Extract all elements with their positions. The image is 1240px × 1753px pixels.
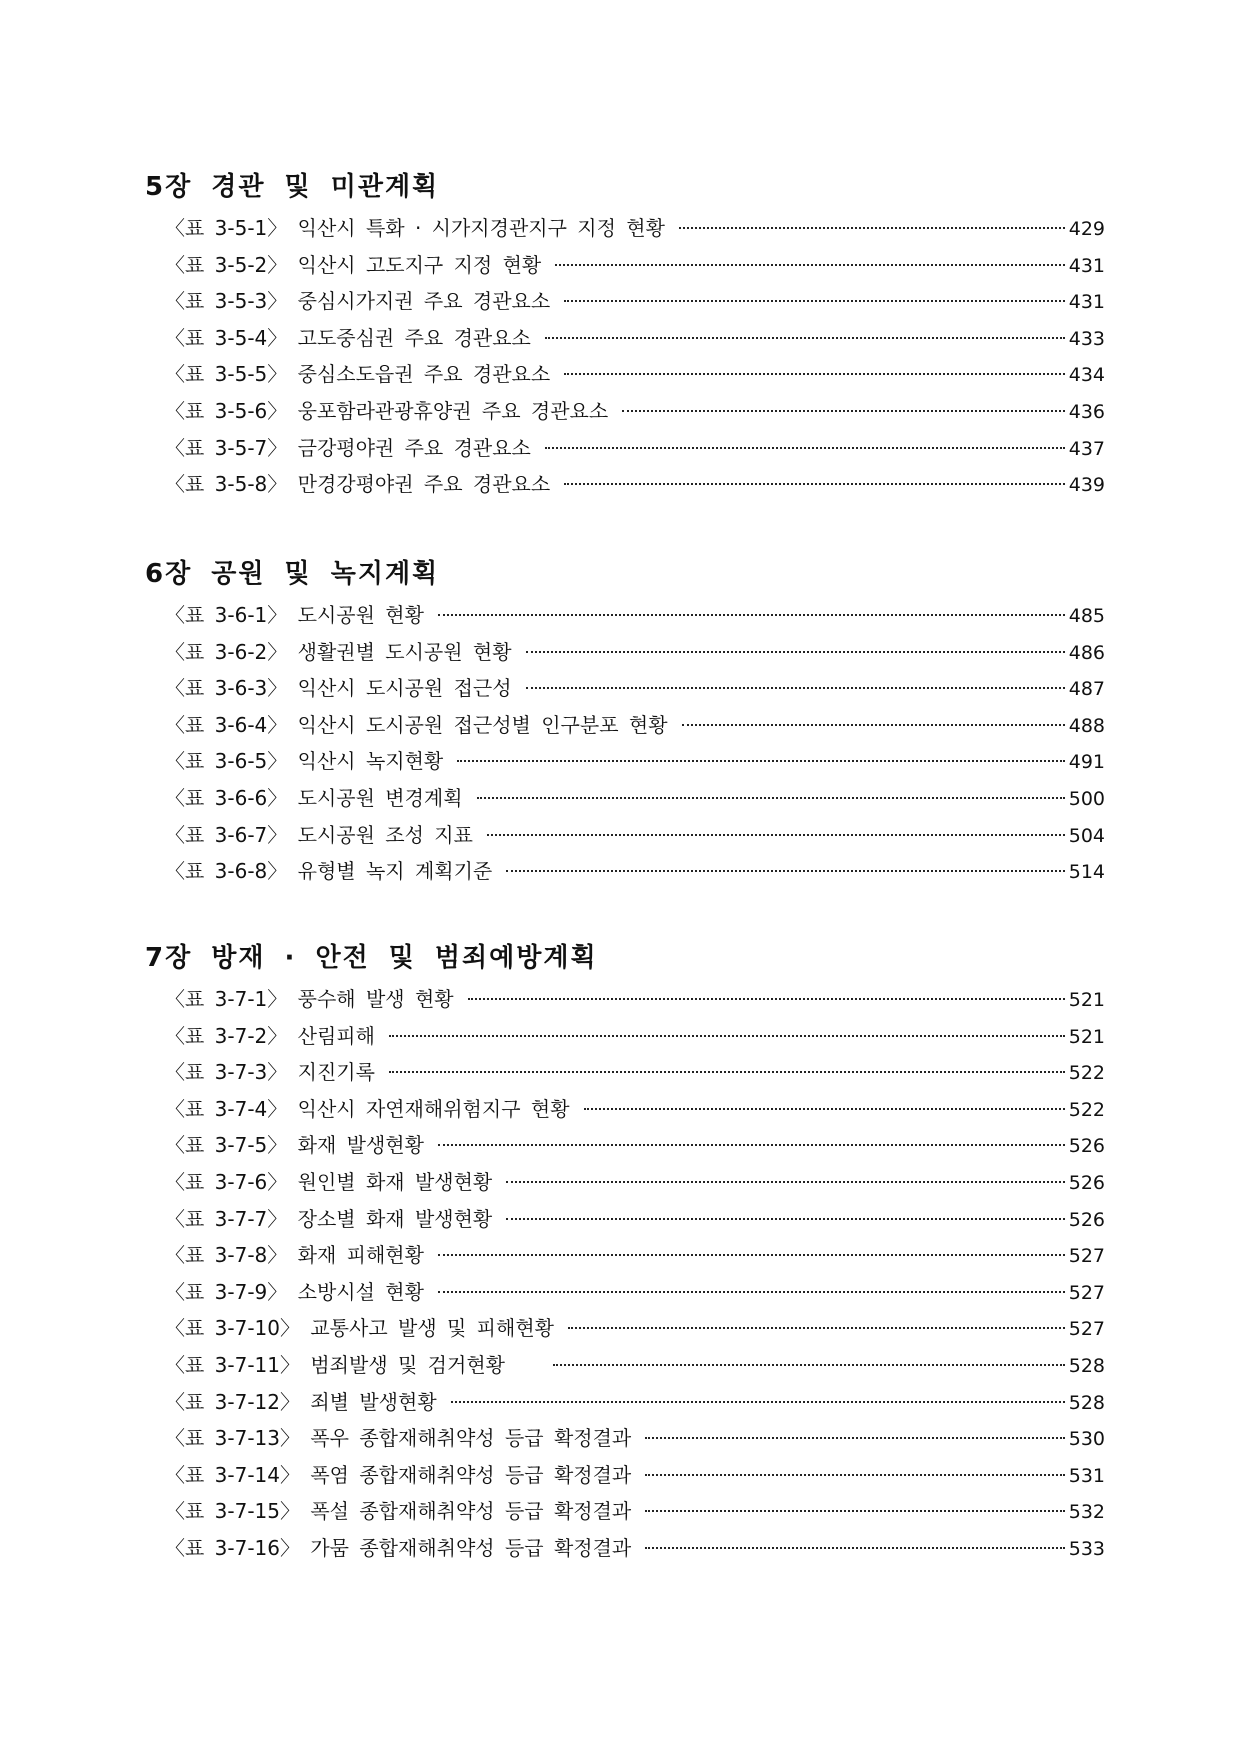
entry-label: 〈표 3-5-4〉 고도중심권 주요 경관요소	[165, 325, 531, 350]
entry-page-number: 434	[1068, 364, 1105, 387]
entry-page-number: 429	[1068, 218, 1105, 240]
dot-leader	[487, 834, 1065, 836]
entry-list	[145, 210, 1105, 503]
toc-entry[interactable]	[145, 670, 1105, 707]
entry-page-number: 530	[1068, 1428, 1105, 1451]
toc-entry[interactable]	[145, 466, 1105, 503]
toc-entry[interactable]	[145, 1127, 1105, 1164]
dot-leader	[545, 337, 1065, 339]
dot-leader	[506, 1181, 1064, 1183]
dot-leader	[468, 998, 1065, 1000]
toc-entry[interactable]	[145, 780, 1105, 817]
dot-leader	[451, 1401, 1065, 1403]
toc-entry[interactable]	[145, 634, 1105, 671]
dot-leader	[568, 1327, 1065, 1329]
toc-entry[interactable]	[145, 1384, 1105, 1421]
entry-page-number: 526	[1068, 1135, 1105, 1158]
entry-page-number: 527	[1068, 1318, 1105, 1341]
toc-entry[interactable]	[145, 853, 1105, 890]
entry-label: 〈표 3-7-4〉 익산시 자연재해위험지구 현황	[165, 1096, 570, 1121]
entry-label: 〈표 3-7-14〉 폭염 종합재해취약성 등급 확정결과	[165, 1462, 632, 1487]
dot-leader	[564, 483, 1065, 485]
entry-page-number: 491	[1068, 751, 1105, 774]
entry-page-number: 528	[1068, 1391, 1105, 1414]
entry-label: 〈표 3-7-13〉 폭우 종합재해취약성 등급 확정결과	[165, 1426, 632, 1451]
toc-entry[interactable]	[145, 247, 1105, 284]
section-title: 6장 공원 및 녹지계획	[145, 559, 440, 589]
entry-page-number: 486	[1068, 641, 1105, 664]
toc-entry[interactable]	[145, 1054, 1105, 1091]
entry-page-number: 526	[1068, 1208, 1105, 1231]
entry-label: 〈표 3-6-6〉 도시공원 변경계획	[165, 785, 463, 810]
entry-page-number: 500	[1068, 787, 1105, 810]
entry-list	[145, 597, 1105, 890]
entry-page-number: 433	[1068, 327, 1105, 350]
toc-entry[interactable]	[145, 1420, 1105, 1457]
entry-label: 〈표 3-6-1〉 도시공원 현황	[165, 603, 424, 627]
toc-section-7	[145, 937, 1105, 1567]
entry-page-number: 532	[1068, 1501, 1105, 1524]
dot-leader	[438, 1144, 1065, 1146]
toc-entry[interactable]	[145, 283, 1105, 320]
dot-leader	[545, 447, 1065, 449]
entry-label: 〈표 3-7-3〉 지진기록	[165, 1060, 375, 1085]
dot-leader	[555, 264, 1065, 266]
entry-page-number: 522	[1068, 1098, 1105, 1121]
entry-label: 〈표 3-6-2〉 생활권별 도시공원 현황	[165, 639, 512, 664]
toc-entry[interactable]	[145, 1201, 1105, 1238]
section-title: 5장 경관 및 미관계획	[145, 172, 440, 202]
entry-page-number: 504	[1068, 824, 1105, 847]
entry-page-number: 526	[1068, 1171, 1105, 1194]
entry-label: 〈표 3-5-2〉 익산시 고도지구 지정 현황	[165, 252, 542, 277]
section-title: 7장 방재 · 안전 및 범죄예방계획	[145, 943, 598, 973]
toc-entry[interactable]	[145, 1164, 1105, 1201]
entry-label: 〈표 3-7-12〉 죄별 발생현황	[165, 1389, 437, 1414]
entry-page-number: 488	[1068, 714, 1105, 737]
dot-leader	[506, 1218, 1064, 1220]
entry-page-number: 528	[1068, 1354, 1105, 1377]
entry-label: 〈표 3-7-9〉 소방시설 현황	[165, 1279, 424, 1304]
entry-label: 〈표 3-5-8〉 만경강평야권 주요 경관요소	[165, 472, 551, 497]
dot-leader	[679, 227, 1065, 229]
toc-entry[interactable]	[145, 707, 1105, 744]
toc-section-5	[145, 166, 1105, 503]
entry-label: 〈표 3-6-3〉 익산시 도시공원 접근성	[165, 676, 512, 701]
toc-entry[interactable]	[145, 320, 1105, 357]
dot-leader	[645, 1437, 1064, 1439]
entry-label: 〈표 3-5-1〉 익산시 특화 · 시가지경관지구 지정 현황	[165, 216, 665, 240]
dot-leader	[682, 724, 1065, 726]
dot-leader	[438, 1291, 1065, 1293]
dot-leader	[553, 1364, 1065, 1366]
toc-entry[interactable]	[145, 981, 1105, 1018]
entry-page-number: 431	[1068, 291, 1105, 314]
entry-label: 〈표 3-7-1〉 풍수해 발생 현황	[165, 987, 454, 1011]
entry-page-number: 527	[1068, 1281, 1105, 1304]
dot-leader	[564, 373, 1065, 375]
toc-entry[interactable]	[145, 1091, 1105, 1128]
dot-leader	[645, 1474, 1064, 1476]
entry-label: 〈표 3-7-2〉 산림피해	[165, 1023, 375, 1048]
dot-leader	[645, 1547, 1064, 1549]
toc-section-6	[145, 553, 1105, 890]
toc-entry[interactable]	[145, 1018, 1105, 1055]
toc-entry[interactable]	[145, 1274, 1105, 1311]
entry-page-number: 527	[1068, 1245, 1105, 1268]
entry-label: 〈표 3-7-5〉 화재 발생현황	[165, 1133, 424, 1158]
entry-page-number: 522	[1068, 1062, 1105, 1085]
dot-leader	[645, 1510, 1064, 1512]
toc-entry[interactable]	[145, 1347, 1105, 1384]
entry-page-number: 533	[1068, 1537, 1105, 1560]
entry-label: 〈표 3-7-8〉 화재 피해현황	[165, 1243, 424, 1268]
entry-label: 〈표 3-7-7〉 장소별 화재 발생현황	[165, 1206, 493, 1231]
dot-leader	[389, 1035, 1065, 1037]
dot-leader	[526, 687, 1065, 689]
entry-label: 〈표 3-5-7〉 금강평야권 주요 경관요소	[165, 435, 531, 460]
toc-entry[interactable]	[145, 356, 1105, 393]
dot-leader	[584, 1108, 1065, 1110]
entry-page-number: 521	[1068, 1025, 1105, 1048]
entry-page-number: 431	[1068, 254, 1105, 277]
dot-leader	[622, 410, 1065, 412]
entry-label: 〈표 3-5-3〉 중심시가지권 주요 경관요소	[165, 289, 551, 314]
toc-entry[interactable]	[145, 597, 1105, 634]
entry-page-number: 439	[1068, 474, 1105, 497]
entry-page-number: 531	[1068, 1464, 1105, 1487]
entry-label: 〈표 3-5-6〉 웅포함라관광휴양권 주요 경관요소	[165, 398, 609, 423]
entry-page-number: 485	[1068, 605, 1105, 627]
entry-page-number: 436	[1068, 400, 1105, 423]
toc-entry[interactable]	[145, 430, 1105, 467]
entry-label: 〈표 3-6-7〉 도시공원 조성 지표	[165, 822, 473, 847]
toc-entry[interactable]	[145, 393, 1105, 430]
entry-label: 〈표 3-7-16〉 가뭄 종합재해취약성 등급 확정결과	[165, 1535, 632, 1560]
toc-entry[interactable]	[145, 1310, 1105, 1347]
entry-page-number: 487	[1068, 678, 1105, 701]
dot-leader	[438, 614, 1065, 616]
entry-label: 〈표 3-7-15〉 폭설 종합재해취약성 등급 확정결과	[165, 1499, 632, 1524]
toc-entry[interactable]	[145, 1237, 1105, 1274]
dot-leader	[564, 300, 1065, 302]
entry-page-number: 514	[1068, 861, 1105, 884]
entry-label: 〈표 3-7-11〉 범죄발생 및 검거현황	[165, 1352, 505, 1377]
dot-leader	[477, 797, 1065, 799]
toc-entry[interactable]	[145, 1457, 1105, 1494]
toc-entry[interactable]	[145, 210, 1105, 247]
toc-entry[interactable]	[145, 1530, 1105, 1567]
toc-entry[interactable]	[145, 817, 1105, 854]
dot-leader	[526, 651, 1065, 653]
dot-leader	[389, 1071, 1065, 1073]
entry-page-number: 437	[1068, 437, 1105, 460]
entry-page-number: 521	[1068, 989, 1105, 1011]
toc-entry[interactable]	[145, 1493, 1105, 1530]
dot-leader	[457, 760, 1064, 762]
entry-label: 〈표 3-5-5〉 중심소도읍권 주요 경관요소	[165, 362, 551, 387]
dot-leader	[506, 870, 1064, 872]
entry-list	[145, 981, 1105, 1567]
entry-label: 〈표 3-6-5〉 익산시 녹지현황	[165, 749, 444, 774]
entry-label: 〈표 3-6-8〉 유형별 녹지 계획기준	[165, 859, 493, 884]
entry-label: 〈표 3-6-4〉 익산시 도시공원 접근성별 인구분포 현황	[165, 712, 668, 737]
entry-label: 〈표 3-7-10〉 교통사고 발생 및 피해현황	[165, 1316, 554, 1341]
toc-entry[interactable]	[145, 743, 1105, 780]
entry-label: 〈표 3-7-6〉 원인별 화재 발생현황	[165, 1169, 493, 1194]
dot-leader	[438, 1254, 1065, 1256]
